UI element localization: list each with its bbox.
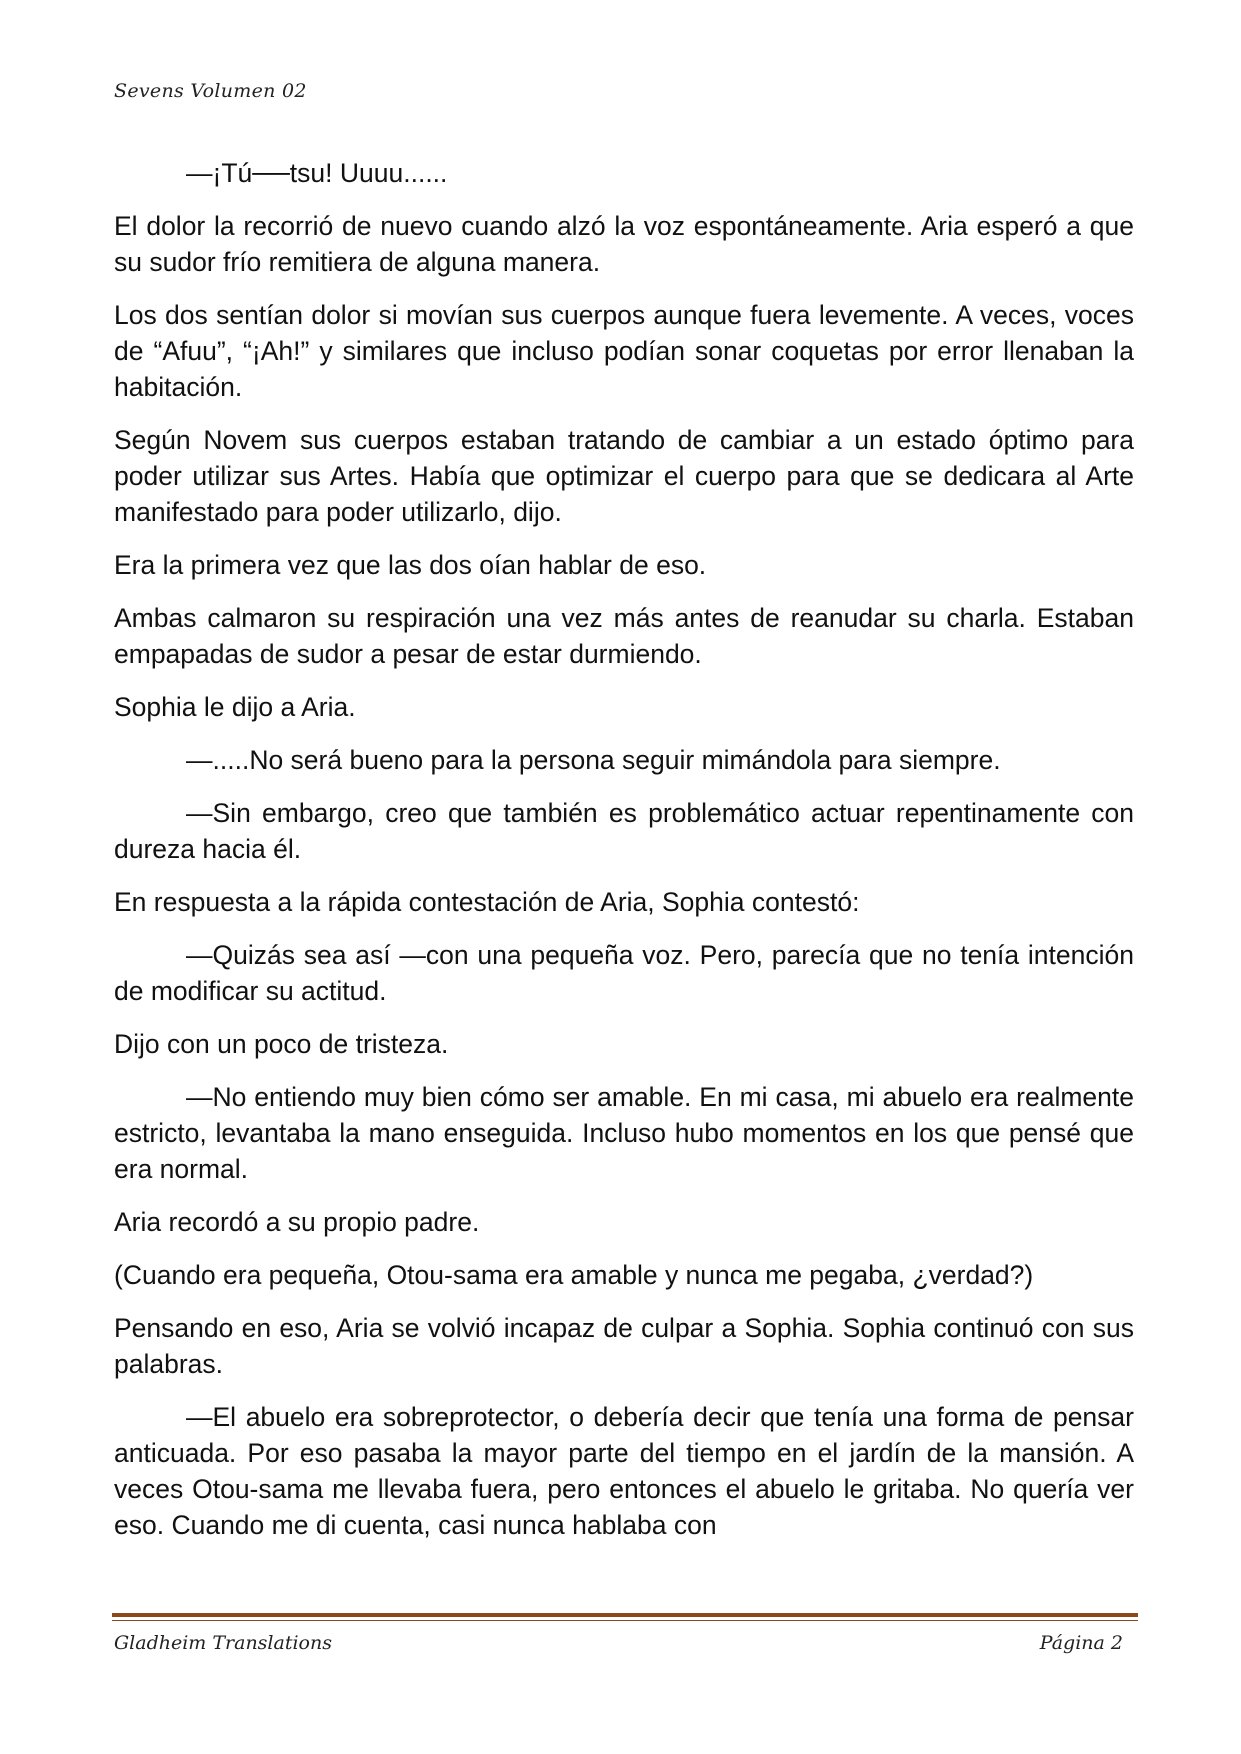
footer-rule-thin (112, 1620, 1138, 1621)
running-header: Sevens Volumen 02 (114, 80, 307, 102)
paragraph: Era la primera vez que las dos oían hablar de eso. (114, 550, 707, 580)
paragraph: En respuesta a la rápida contestación de Aria, Sophia contestó: (114, 887, 860, 917)
footer-rule-thick (112, 1613, 1138, 1617)
page-body (114, 155, 1134, 1560)
paragraph: —El abuelo era sobreprotector, o debería decir que tenía una forma de pensar anticuada. Por eso pasaba la mayor parte del tiempo en el jardín de la mansión. A veces Otou-sama me llevaba fuera, pero entonces el abuelo le gritaba. No quería ver eso. Cuando me di cuenta, casi nunca hablaba con (114, 1402, 1134, 1540)
paragraph: Los dos sentían dolor si movían sus cuerpos aunque fuera levemente. A veces, voces de “Afuu”, “¡Ah!” y similares que incluso podían sonar coquetas por error llenaban la habitación. (114, 300, 1134, 402)
paragraph: Según Novem sus cuerpos estaban tratando de cambiar a un estado óptimo para poder utilizar sus Artes. Había que optimizar el cuerpo para que se dedicara al Arte manifestado para poder utilizarlo, dijo. (114, 425, 1134, 527)
paragraph: —No entiendo muy bien cómo ser amable. En mi casa, mi abuelo era realmente estricto, levantaba la mano enseguida. Incluso hubo momentos en los que pensé que era normal. (114, 1082, 1134, 1184)
paragraph: Pensando en eso, Aria se volvió incapaz de culpar a Sophia. Sophia continuó con sus palabras. (114, 1313, 1134, 1379)
paragraph: —.....No será bueno para la persona seguir mimándola para siempre. (186, 745, 1001, 775)
page-number: Página 2 (1039, 1632, 1123, 1654)
paragraph: Ambas calmaron su respiración una vez más antes de reanudar su charla. Estaban empapadas de sudor a pesar de estar durmiendo. (114, 603, 1134, 669)
paragraph: —¡Tú──tsu! Uuuu...... (186, 158, 448, 188)
paragraph: Sophia le dijo a Aria. (114, 692, 356, 722)
paragraph: (Cuando era pequeña, Otou-sama era amable y nunca me pegaba, ¿verdad?) (114, 1260, 1034, 1290)
paragraph: Aria recordó a su propio padre. (114, 1207, 480, 1237)
paragraph: Dijo con un poco de tristeza. (114, 1029, 449, 1059)
footer-publisher: Gladheim Translations (114, 1632, 332, 1654)
paragraph: —Quizás sea así —con una pequeña voz. Pero, parecía que no tenía intención de modificar su actitud. (114, 940, 1134, 1006)
paragraph: El dolor la recorrió de nuevo cuando alzó la voz espontáneamente. Aria esperó a que su sudor frío remitiera de alguna manera. (114, 211, 1134, 277)
paragraph: —Sin embargo, creo que también es problemático actuar repentinamente con dureza hacia él. (114, 798, 1134, 864)
